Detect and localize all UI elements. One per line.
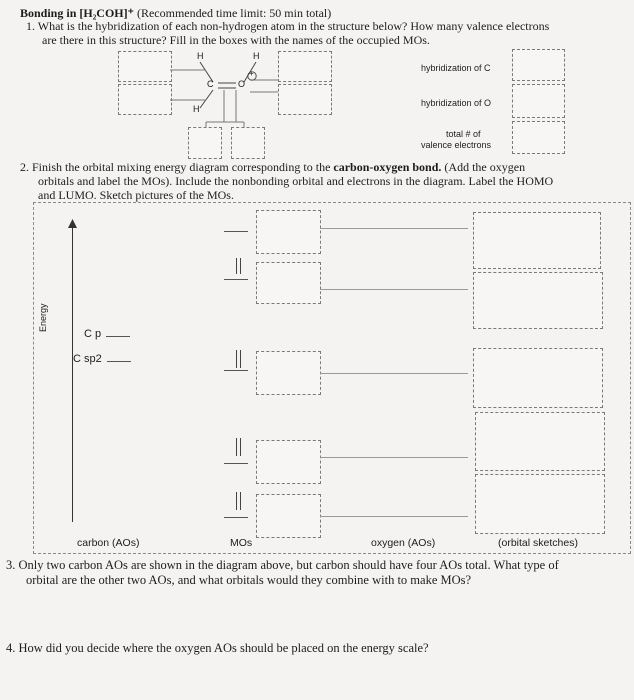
- atom-h-bottom: H: [193, 104, 200, 114]
- sketch-box-5[interactable]: [475, 474, 605, 534]
- hyb-c-label: hybridization of C: [421, 63, 491, 73]
- guide-line-4: [320, 457, 468, 458]
- title-rest: (Recommended time limit: 50 min total): [133, 6, 332, 20]
- mo-tick-1: [236, 258, 237, 274]
- col-mos-label: MOs: [230, 537, 253, 549]
- q1-text-line2: are there in this structure? Fill in the boxes with the names of the occupied MOs.: [42, 33, 430, 47]
- mo-level-2: [224, 279, 248, 280]
- guide-line-5: [320, 516, 468, 517]
- total-electrons-label-2: valence electrons: [421, 140, 492, 150]
- q2-line1-a: 2. Finish the orbital mixing energy diagram corresponding to the: [20, 160, 334, 174]
- mo-tick-5: [236, 438, 237, 456]
- mo-level-1: [224, 231, 248, 232]
- mo-label-box-1[interactable]: [256, 210, 321, 254]
- sketch-box-4[interactable]: [475, 412, 605, 471]
- q2-text-line2: orbitals and label the MOs). Include the nonbonding orbital and electrons in the diagram. Label the HOMO: [38, 174, 554, 188]
- energy-label: Energy: [38, 303, 48, 332]
- total-electrons-label-1: total # of: [446, 129, 481, 139]
- hyb-o-box[interactable]: [512, 84, 565, 118]
- guide-line-1: [320, 228, 468, 229]
- q3-text-line1: 3. Only two carbon AOs are shown in the diagram above, but carbon should have four AOs total. What type of: [6, 558, 559, 572]
- q2-text-line3: and LUMO. Sketch pictures of the MOs.: [38, 188, 234, 202]
- formal-charge-plus: +: [249, 69, 254, 78]
- mo-label-box-3[interactable]: [256, 351, 321, 395]
- sketch-box-1[interactable]: [473, 212, 601, 269]
- q3-text-line2: orbital are the other two AOs, and what orbitals would they combine with to make MOs?: [26, 573, 472, 587]
- energy-axis: [72, 226, 73, 522]
- mo-level-3: [224, 370, 248, 371]
- atom-c: C: [207, 79, 214, 89]
- q4-text-line1: 4. How did you decide where the oxygen AOs should be placed on the energy scale?: [6, 641, 429, 655]
- mo-tick-7: [236, 492, 237, 510]
- cp-label: C p: [84, 328, 102, 340]
- mo-label-box-5[interactable]: [256, 494, 321, 538]
- csp2-label: C sp2: [73, 353, 102, 365]
- atom-h-top-right: H: [253, 51, 260, 61]
- mo-label-box-4[interactable]: [256, 440, 321, 484]
- mo-tick-4: [240, 350, 241, 368]
- guide-line-3: [320, 373, 468, 374]
- q2-text-line1: [20, 160, 525, 174]
- guide-line-2: [320, 289, 468, 290]
- atom-h-top-left: H: [197, 51, 204, 61]
- cp-level: [106, 336, 130, 337]
- bond-c-h-bottom: [200, 90, 213, 108]
- atom-o: O: [238, 79, 246, 89]
- mo-tick-3: [236, 350, 237, 368]
- csp2-level: [107, 361, 131, 362]
- col-sketches-label: (orbital sketches): [498, 537, 578, 549]
- sketch-box-3[interactable]: [473, 348, 603, 408]
- energy-axis-arrow: [67, 219, 78, 229]
- hyb-o-label: hybridization of O: [421, 98, 492, 108]
- q2-line1-c: (Add the oxygen: [441, 160, 526, 174]
- mo-tick-2: [240, 258, 241, 274]
- molecule-structure: [110, 48, 340, 158]
- total-electrons-box[interactable]: [512, 121, 565, 154]
- col-carbon-label: carbon (AOs): [77, 537, 140, 549]
- mo-level-5: [224, 517, 248, 518]
- sketch-box-2[interactable]: [473, 272, 603, 329]
- mo-tick-8: [240, 492, 241, 510]
- mo-tick-6: [240, 438, 241, 456]
- q2-line1-b: carbon-oxygen bond.: [333, 160, 442, 174]
- col-oxygen-label: oxygen (AOs): [371, 537, 436, 549]
- mo-label-box-2[interactable]: [256, 262, 321, 304]
- q1-text-line1: 1. What is the hybridization of each non-hydrogen atom in the structure below? How many valence electrons: [26, 19, 550, 33]
- title-bold: Bonding in [H₂COH]⁺: [20, 6, 134, 20]
- hyb-c-box[interactable]: [512, 49, 565, 81]
- mo-level-4: [224, 463, 248, 464]
